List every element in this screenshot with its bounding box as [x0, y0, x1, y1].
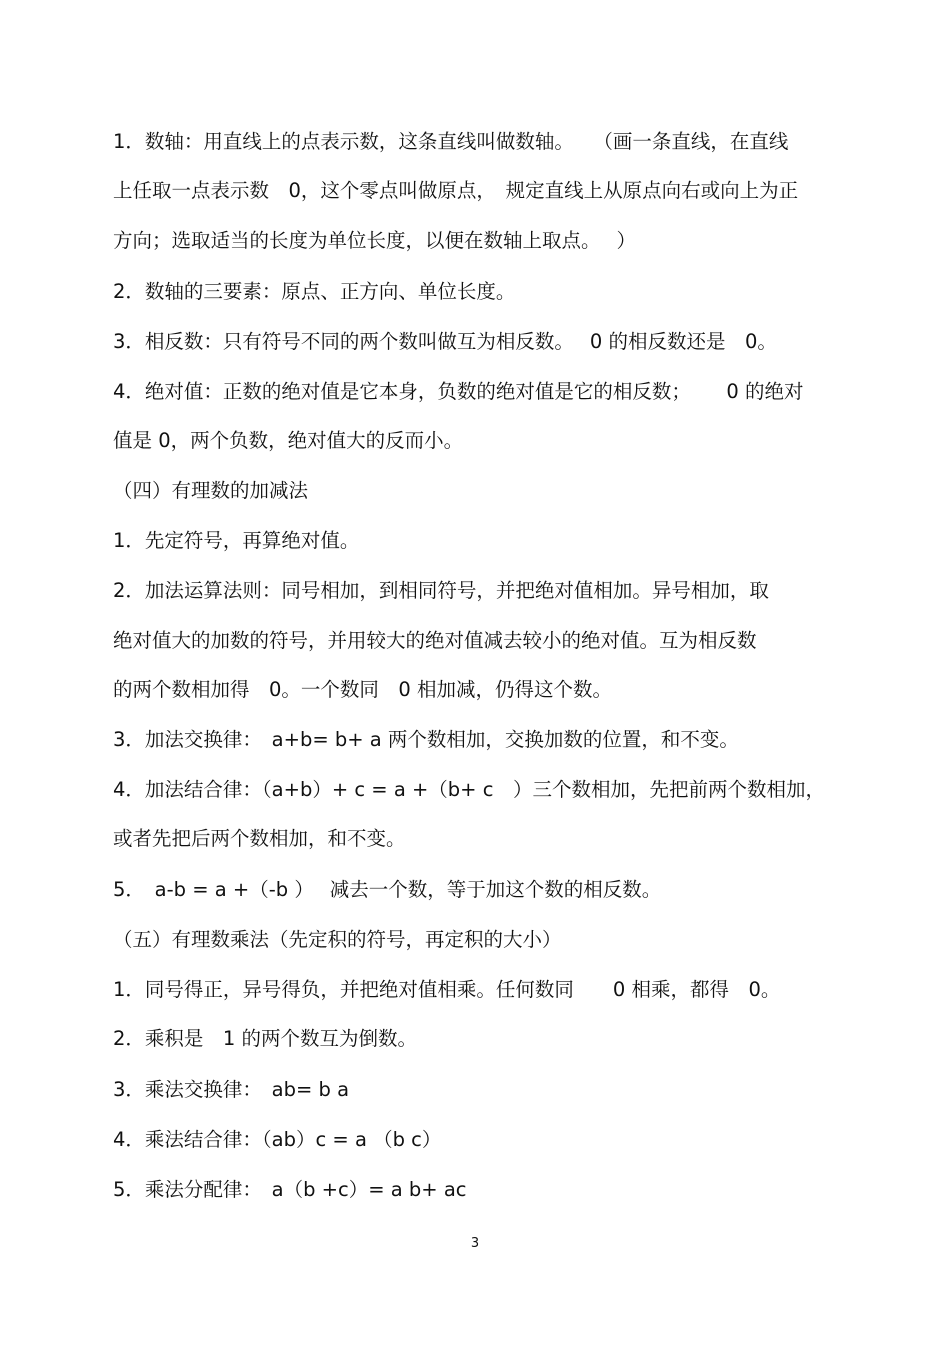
- text-line: 5． a-b = a +（-b ） 减去一个数，等于加这个数的相反数。: [113, 878, 662, 901]
- text-line: 1．同号得正，异号得负，并把绝对值相乘。任何数同 0 相乘，都得 0。: [113, 978, 781, 1001]
- text-line: 3．相反数：只有符号不同的两个数叫做互为相反数。 0 的相反数还是 0。: [113, 330, 777, 353]
- text-line: 2．乘积是 1 的两个数互为倒数。: [113, 1027, 418, 1050]
- text-line: 的两个数相加得 0。一个数同 0 相加减，仍得这个数。: [113, 678, 613, 701]
- text-line: 方向；选取适当的长度为单位长度，以便在数轴上取点。 ）: [113, 229, 636, 252]
- section-heading: （五）有理数乘法（先定积的符号，再定积的大小）: [113, 928, 562, 951]
- text-line: 4．绝对值：正数的绝对值是它本身，负数的绝对值是它的相反数； 0 的绝对: [113, 380, 804, 403]
- text-line: 上任取一点表示数 0，这个零点叫做原点， 规定直线上从原点向右或向上为正: [113, 179, 799, 202]
- text-line: 3．乘法交换律： ab= b a: [113, 1078, 350, 1101]
- text-line: 1．数轴：用直线上的点表示数，这条直线叫做数轴。 （画一条直线，在直线: [113, 130, 789, 153]
- text-line: 4．乘法结合律：（ab）c = a （b c）: [113, 1128, 442, 1151]
- text-line: 绝对值大的加数的符号，并用较大的绝对值减去较小的绝对值。互为相反数: [113, 629, 757, 652]
- text-line: 或者先把后两个数相加，和不变。: [113, 827, 406, 850]
- text-line: 2．数轴的三要素：原点、正方向、单位长度。: [113, 280, 516, 303]
- text-line: 1．先定符号，再算绝对值。: [113, 529, 360, 552]
- section-heading: （四）有理数的加减法: [113, 479, 309, 502]
- text-line: 5．乘法分配律： a（b +c）= a b+ ac: [113, 1178, 467, 1201]
- page-number: 3: [470, 1236, 480, 1251]
- text-line: 3．加法交换律： a+b= b+ a 两个数相加，交换加数的位置，和不变。: [113, 728, 739, 751]
- text-line: 4．加法结合律：（a+b）+ c = a +（b+ c ）三个数相加，先把前两个数相加，: [113, 778, 825, 801]
- text-line: 值是 0，两个负数，绝对值大的反而小。: [113, 429, 464, 452]
- text-line: 2．加法运算法则：同号相加，到相同符号，并把绝对值相加。异号相加，取: [113, 579, 769, 602]
